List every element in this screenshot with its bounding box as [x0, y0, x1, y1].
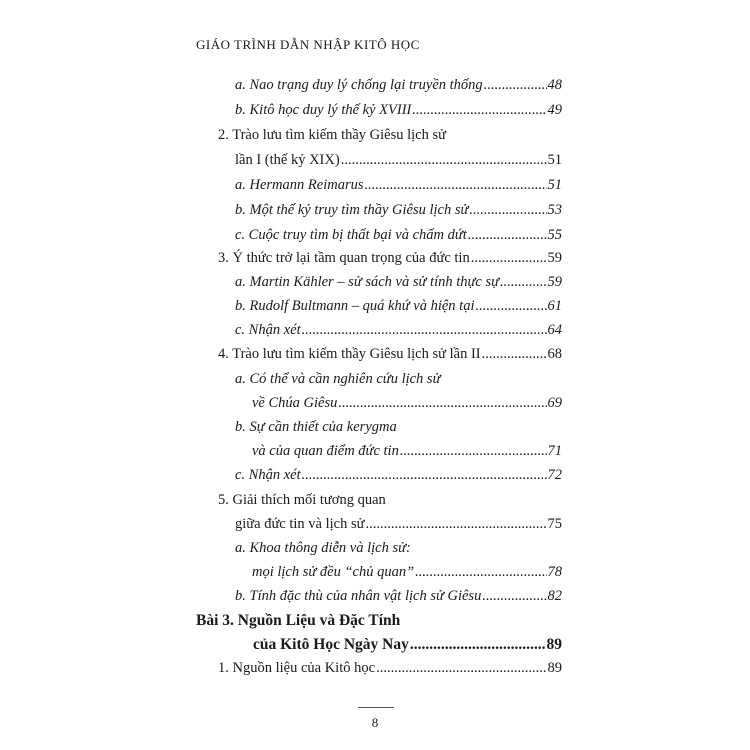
- toc-leader-dots: [364, 177, 546, 194]
- toc-leader-dots: [410, 636, 546, 654]
- toc-entry[interactable]: [218, 250, 562, 272]
- toc-entry[interactable]: [235, 540, 562, 562]
- toc-entry[interactable]: [218, 492, 562, 514]
- toc-leader-dots: [471, 250, 547, 267]
- toc-leader-dots: [484, 77, 547, 94]
- toc-entry-page: 72: [547, 467, 562, 483]
- toc-entry-title: lần I (thế kỷ XIX): [235, 152, 340, 168]
- toc-entry-page: 48: [547, 77, 562, 93]
- toc-entry[interactable]: [235, 227, 562, 249]
- toc-entry-page: 61: [547, 298, 562, 314]
- running-header: GIÁO TRÌNH DẪN NHẬP KITÔ HỌC: [196, 37, 420, 52]
- toc-entry-page: 69: [547, 395, 562, 411]
- toc-leader-dots: [338, 395, 546, 412]
- footer-rule: [358, 707, 394, 708]
- toc-chapter[interactable]: [253, 636, 562, 658]
- toc-entry-title: a. Martin Kähler – sử sách và sử tính thực sự: [235, 274, 500, 290]
- toc-entry[interactable]: [235, 467, 562, 489]
- toc-entry-title: c. Cuộc truy tìm bị thất bại và chấm dứt: [235, 227, 467, 243]
- toc-entry-page: 89: [547, 660, 562, 676]
- toc-entry[interactable]: [252, 443, 562, 465]
- toc-entry[interactable]: [235, 298, 562, 320]
- toc-entry[interactable]: [218, 660, 562, 682]
- toc-entry[interactable]: [235, 588, 562, 610]
- toc-entry-page: 49: [547, 102, 562, 118]
- toc-chapter-title: của Kitô Học Ngày Nay: [253, 636, 409, 653]
- toc-chapter-page: 89: [546, 636, 562, 653]
- toc-leader-dots: [365, 516, 546, 533]
- toc-entry-title: giữa đức tin và lịch sử: [235, 516, 365, 532]
- toc-entry[interactable]: [235, 516, 562, 538]
- toc-entry-title: 1. Nguồn liệu của Kitô học: [218, 660, 376, 676]
- toc-leader-dots: [376, 660, 546, 677]
- toc-entry[interactable]: [235, 322, 562, 344]
- toc-entry-page: 78: [547, 564, 562, 580]
- toc-leader-dots: [412, 102, 546, 119]
- toc-leader-dots: [482, 346, 547, 363]
- toc-entry-title: 5. Giải thích mối tương quan: [218, 492, 386, 508]
- toc-leader-dots: [482, 588, 546, 605]
- toc-entry-page: 59: [547, 250, 562, 266]
- toc-entry-title: b. Sự cần thiết của kerygma: [235, 419, 397, 435]
- toc-entry[interactable]: [235, 102, 562, 124]
- toc-entry-title: 4. Trào lưu tìm kiếm thầy Giêsu lịch sử lần II: [218, 346, 481, 362]
- toc-entry[interactable]: [235, 274, 562, 296]
- toc-entry-title: b. Tính đặc thù của nhân vật lịch sử Giêsu: [235, 588, 482, 604]
- toc-entry-title: c. Nhận xét: [235, 467, 301, 483]
- toc-entry-page: 55: [547, 227, 562, 243]
- toc-entry[interactable]: [218, 127, 562, 149]
- toc-entry-page: 75: [547, 516, 562, 532]
- toc-entry[interactable]: [235, 419, 562, 441]
- toc-entry-title: c. Nhận xét: [235, 322, 301, 338]
- toc-entry-page: 51: [547, 177, 562, 193]
- toc-entry-page: 51: [547, 152, 562, 168]
- toc-entry-title: b. Rudolf Bultmann – quá khứ và hiện tại: [235, 298, 475, 314]
- toc-entry[interactable]: [218, 346, 562, 368]
- toc-entry[interactable]: [252, 395, 562, 417]
- toc-entry[interactable]: [235, 152, 562, 174]
- toc-entry-title: 2. Trào lưu tìm kiếm thầy Giêsu lịch sử: [218, 127, 446, 143]
- toc-entry[interactable]: [235, 77, 562, 99]
- toc-entry[interactable]: [235, 371, 562, 393]
- toc-entry[interactable]: [235, 177, 562, 199]
- toc-entry-page: 59: [547, 274, 562, 290]
- toc-entry[interactable]: [252, 564, 562, 586]
- toc-entry-page: 68: [547, 346, 562, 362]
- toc-chapter[interactable]: [196, 612, 562, 634]
- toc-entry-page: 71: [547, 443, 562, 459]
- toc-entry-title: và của quan điểm đức tin: [252, 443, 399, 459]
- toc-leader-dots: [468, 227, 547, 244]
- toc-entry-page: 64: [547, 322, 562, 338]
- toc-entry-title: a. Hermann Reimarus: [235, 177, 364, 193]
- toc-leader-dots: [341, 152, 547, 169]
- toc-leader-dots: [500, 274, 546, 291]
- toc-entry-title: b. Một thế kỷ truy tìm thầy Giêsu lịch sử: [235, 202, 469, 218]
- toc-entry-page: 82: [547, 588, 562, 604]
- toc-entry-title: b. Kitô học duy lý thế kỷ XVIII: [235, 102, 412, 118]
- toc-leader-dots: [469, 202, 546, 219]
- toc-entry[interactable]: [235, 202, 562, 224]
- page-number: 8: [371, 715, 379, 730]
- toc-entry-page: 53: [547, 202, 562, 218]
- toc-entry-title: a. Nao trạng duy lý chống lại truyền thống: [235, 77, 483, 93]
- toc-entry-title: về Chúa Giêsu: [252, 395, 338, 411]
- toc-chapter-title: Bài 3. Nguồn Liệu và Đặc Tính: [196, 612, 401, 629]
- toc-entry-title: a. Khoa thông diễn và lịch sử:: [235, 540, 411, 556]
- toc-leader-dots: [475, 298, 546, 315]
- toc-leader-dots: [302, 467, 547, 484]
- toc-leader-dots: [302, 322, 547, 339]
- toc-leader-dots: [400, 443, 547, 460]
- toc-leader-dots: [415, 564, 546, 581]
- toc-entry-title: mọi lịch sử đều “chủ quan”: [252, 564, 415, 580]
- toc-entry-title: 3. Ý thức trở lại tầm quan trọng của đức tin: [218, 250, 470, 266]
- toc-entry-title: a. Có thể và cần nghiên cứu lịch sử: [235, 371, 441, 387]
